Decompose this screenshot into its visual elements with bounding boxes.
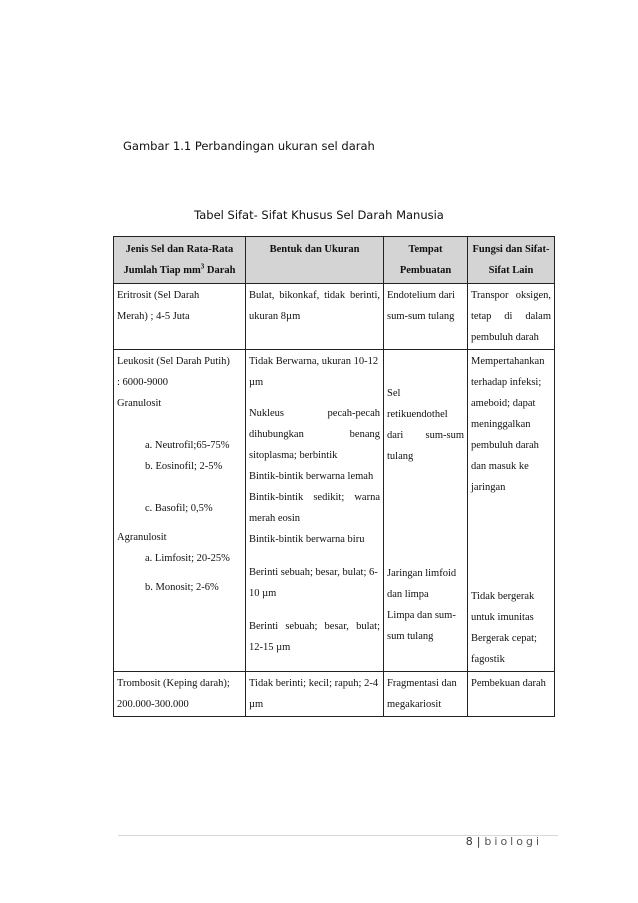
header-fungsi: Fungsi dan Sifat- Sifat Lain xyxy=(468,237,555,284)
table-row-eritrosit xyxy=(114,284,555,350)
cell-tempat-eritrosit: Endotelium dari sum-sum tulang xyxy=(384,284,468,350)
cell-tempat-leukosit: Sel retikuendothel dari sum-sum tulang Jaringan limfoid dan limpa Limpa dan sum- sum tulang xyxy=(384,350,468,672)
footer-separator: | xyxy=(476,835,481,848)
blood-cell-table xyxy=(113,236,555,717)
page-number: 8 xyxy=(465,835,473,848)
cell-fungsi-trombosit: Pembekuan darah xyxy=(468,672,555,717)
header-bentuk: Bentuk dan Ukuran xyxy=(246,237,384,284)
cell-jenis-trombosit: Trombosit (Keping darah); 200.000-300.000 xyxy=(114,672,246,717)
table-caption: Tabel Sifat- Sifat Khusus Sel Darah Manusia xyxy=(194,208,444,222)
header-jenis: Jenis Sel dan Rata-Rata Jumlah Tiap $mm^3$ Darah xyxy=(114,237,246,284)
table-header-row xyxy=(114,237,555,284)
cell-bentuk-trombosit: Tidak berinti; kecil; rapuh; 2-4 µm xyxy=(246,672,384,717)
cell-bentuk-leukosit: Tidak Berwarna, ukuran 10-12 µm Nukleus pecah-pecah dihubungkan benang sitoplasma; berbintik Bintik-bintik berwarna lemah Bintik-bintik sedikit; warna merah eosin Bintik-bintik berwarna biru Berinti sebuah; besar, bulat; 6- 10 µm Berinti sebuah; besar, bulat; 12-15 µm xyxy=(246,350,384,672)
table-row-trombosit xyxy=(114,672,555,717)
footer-subject: biologi xyxy=(484,835,542,848)
header-tempat: Tempat Pembuatan xyxy=(384,237,468,284)
cell-jenis-leukosit: Leukosit (Sel Darah Putih) : 6000-9000 Granulosit a. Neutrofil;65-75% b. Eosinofil; 2-5% c. Basofil; 0,5% Agranulosit a. Limfosit; 20-25% b. Monosit; 2-6% xyxy=(114,350,246,672)
table-row-leukosit xyxy=(114,350,555,672)
cell-tempat-trombosit: Fragmentasi dan megakariosit xyxy=(384,672,468,717)
cell-bentuk-eritrosit: Bulat, bikonkaf, tidak berinti, ukuran 8µm xyxy=(246,284,384,350)
cell-fungsi-eritrosit: Transpor oksigen, tetap di dalam pembuluh darah xyxy=(468,284,555,350)
cell-jenis-eritrosit: Eritrosit (Sel Darah Merah) ; 4-5 Juta xyxy=(114,284,246,350)
cell-fungsi-leukosit: Mempertahankan terhadap infeksi; ameboid; dapat meninggalkan pembuluh darah dan masuk ke jaringan Tidak bergerak untuk imunitas Bergerak cepat; fagostik xyxy=(468,350,555,672)
page-footer xyxy=(466,835,542,848)
figure-caption: Gambar 1.1 Perbandingan ukuran sel darah xyxy=(123,139,375,153)
